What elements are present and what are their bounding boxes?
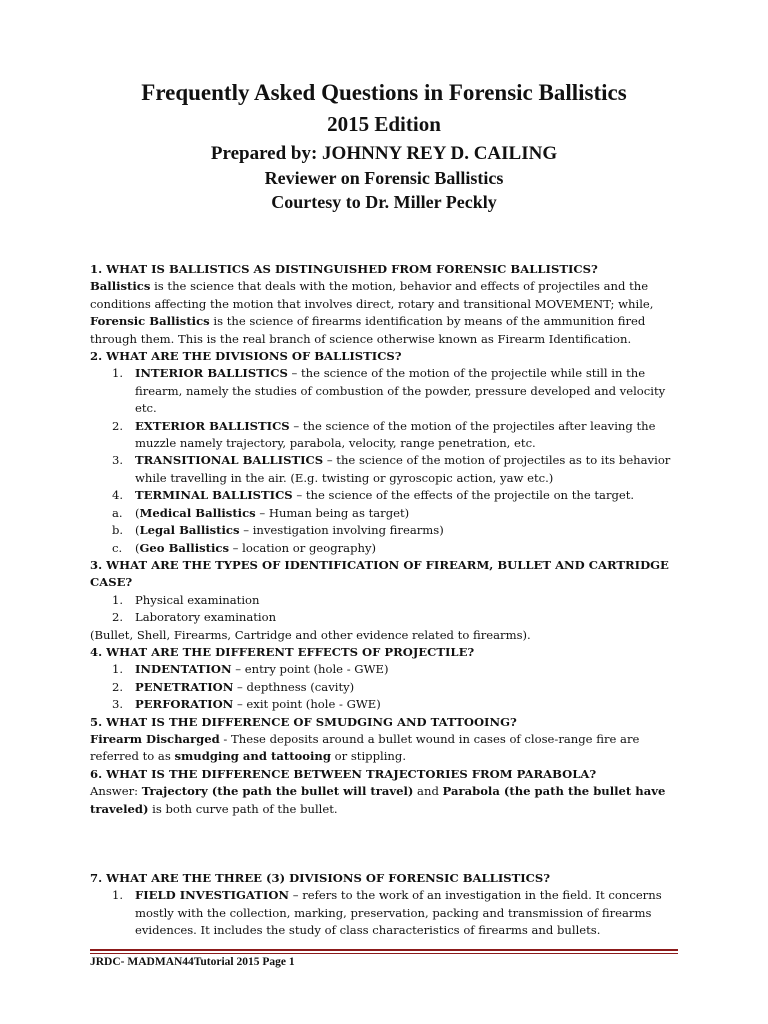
list-text: – entry point (hole - GWE) (231, 662, 389, 677)
term-forensic-ballistics: Forensic Ballistics (90, 314, 210, 329)
identification-list (90, 592, 690, 627)
list-number: 2. (112, 679, 124, 694)
question-2: 2. WHAT ARE THE DIVISIONS OF BALLISTICS? (90, 349, 402, 364)
list-number: 1. (112, 366, 124, 381)
list-number: 3. (112, 697, 124, 712)
list-number: 1. (112, 888, 124, 903)
list-number: 1. (112, 592, 124, 607)
answer-5-text-b: or stippling. (330, 749, 407, 764)
answer-6 (90, 783, 690, 818)
page-footer: JRDC- MADMAN44Tutorial 2015 Page 1 (90, 956, 295, 968)
answer-5-text-a: - These deposits around a bullet wound in cases of close-range fire are referred to as (90, 731, 640, 764)
reviewer-line: Reviewer on Forensic Ballistics (264, 168, 504, 188)
list-letter: b. (112, 523, 124, 538)
document-body (90, 261, 690, 940)
paren: ( (135, 505, 140, 520)
question-4: 4. WHAT ARE THE DIFFERENT EFFECTS OF PROJECTILE? (90, 644, 475, 659)
list-number: 4. (112, 488, 124, 503)
answer-1-text-b: is the science of firearms identification by means of the ammunition fired through them. This is the real branch of science otherwise known as Firearm Identification. (90, 314, 646, 346)
sub-list-item (90, 540, 690, 557)
list-text: – the science of the motion of the projectiles after leaving the muzzle namely trajectory, parabola, velocity, range penetration, etc. (135, 418, 656, 451)
list-term: Medical Ballistics (139, 505, 256, 520)
effects-list (90, 661, 690, 713)
answer-5 (90, 731, 690, 766)
list-item (90, 487, 690, 504)
spacer (90, 818, 690, 870)
sub-list-item (90, 522, 690, 539)
document-edition: 2015 Edition (327, 112, 441, 136)
list-term: TERMINAL BALLISTICS (135, 488, 293, 503)
list-number: 3. (112, 453, 124, 468)
footer-rule-thick (90, 949, 678, 951)
list-term: Legal Ballistics (139, 523, 240, 538)
list-text: – exit point (hole - GWE) (233, 697, 381, 712)
list-term: INTERIOR BALLISTICS (135, 366, 288, 381)
paren: ( (135, 523, 140, 538)
list-item (90, 609, 690, 626)
sub-list-item (90, 505, 690, 522)
list-text: – Human being as target) (255, 505, 410, 520)
list-item (90, 661, 690, 678)
list-item (90, 365, 690, 417)
list-item (90, 887, 690, 939)
term-parabola: Parabola (the path the bullet have traveled) (90, 784, 666, 816)
list-number: 2. (112, 418, 124, 433)
list-letter: a. (112, 505, 123, 520)
list-letter: c. (112, 540, 123, 555)
list-item (90, 452, 690, 487)
list-term: EXTERIOR BALLISTICS (135, 418, 290, 433)
answer-6-mid: and (413, 784, 443, 799)
divisions-list (90, 365, 690, 556)
list-item (90, 418, 690, 453)
courtesy-line: Courtesy to Dr. Miller Peckly (271, 192, 497, 212)
list-term: Geo Ballistics (139, 540, 229, 555)
question-1: 1. WHAT IS BALLISTICS AS DISTINGUISHED FROM FORENSIC BALLISTICS? (90, 262, 598, 276)
question-3: 3. WHAT ARE THE TYPES OF IDENTIFICATION OF FIREARM, BULLET AND CARTRIDGE CASE? (90, 557, 669, 590)
list-text: – depthness (cavity) (233, 679, 355, 694)
list-text: – refers to the work of an investigation in the field. It concerns mostly with the collection, marking, preservation, packing and transmission of firearms evidences. It includes the study of class characteristics of firearms and bullets. (135, 888, 662, 938)
list-term: PENETRATION (135, 679, 234, 694)
list-text: – investigation involving firearms) (239, 523, 444, 538)
term-firearm-discharged: Firearm Discharged (90, 731, 220, 746)
answer-prefix: Answer: (90, 784, 142, 799)
question-7: 7. WHAT ARE THE THREE (3) DIVISIONS OF FORENSIC BALLISTICS? (90, 871, 551, 885)
list-text: Laboratory examination (135, 610, 277, 625)
forensic-divisions-list (90, 887, 690, 939)
term-smudging: smudging and tattooing (174, 749, 331, 764)
term-ballistics: Ballistics (90, 279, 151, 294)
list-text: Physical examination (135, 592, 260, 607)
footer-rule-thin (90, 953, 678, 954)
list-text: – the science of the effects of the projectile on the target. (292, 488, 635, 503)
document-title: Frequently Asked Questions in Forensic Ballistics (141, 80, 627, 105)
question-5: 5. WHAT IS THE DIFFERENCE OF SMUDGING AND TATTOOING? (90, 714, 517, 729)
prepared-by: Prepared by: JOHNNY REY D. CAILING (210, 143, 558, 164)
answer-1-text-a: is the science that deals with the motion, behavior and effects of projectiles and the conditions affecting the motion that involves direct, rotary and transitional MOVEMENT; while, (90, 279, 654, 311)
list-number: 2. (112, 610, 124, 625)
list-text: – the science of the motion of the projectile while still in the firearm, namely the studies of combustion of the powder, pressure developed and velocity etc. (135, 366, 666, 416)
list-number: 1. (112, 662, 124, 677)
list-item (90, 696, 690, 713)
term-trajectory: Trajectory (the path the bullet will travel) (141, 784, 414, 799)
answer-1 (90, 278, 690, 348)
answer-6-text: is both curve path of the bullet. (148, 801, 338, 816)
paren: ( (135, 540, 140, 555)
list-item (90, 592, 690, 609)
list-term: TRANSITIONAL BALLISTICS (135, 453, 324, 468)
list-term: FIELD INVESTIGATION (135, 888, 290, 903)
question-6: 6. WHAT IS THE DIFFERENCE BETWEEN TRAJECTORIES FROM PARABOLA? (90, 766, 597, 781)
list-text: – the science of the motion of projectiles as to its behavior while travelling in the air. (E.g. twisting or gyroscopic action, yaw etc.) (135, 453, 671, 485)
list-text: – location or geography) (228, 540, 377, 555)
identification-note: (Bullet, Shell, Firearms, Cartridge and other evidence related to firearms). (90, 627, 531, 642)
list-term: PERFORATION (135, 697, 234, 712)
list-term: INDENTATION (135, 662, 232, 677)
list-item (90, 679, 690, 696)
